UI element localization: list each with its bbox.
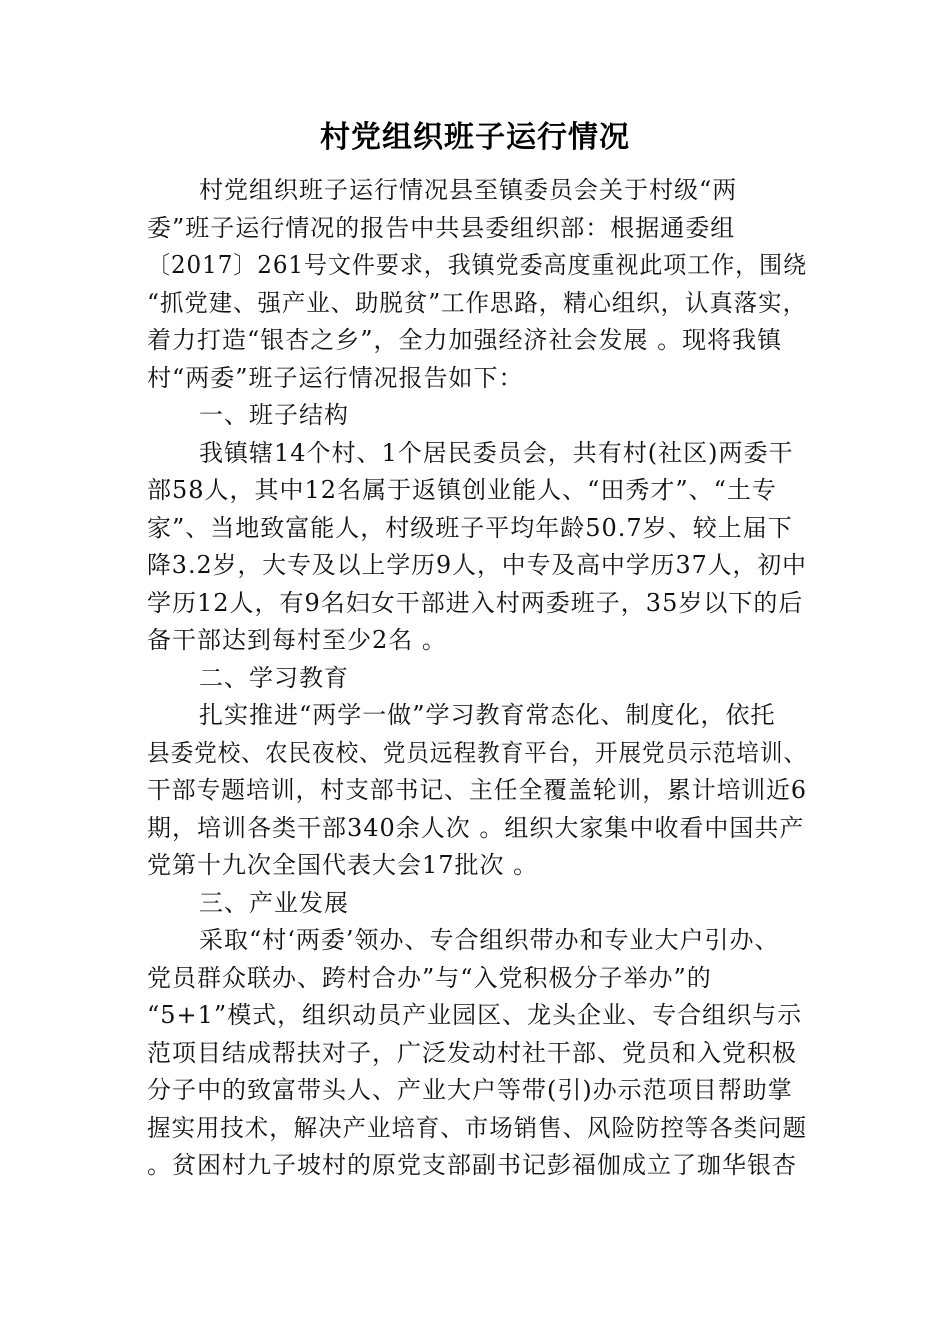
- document-title: 村党组织班子运行情况: [320, 120, 630, 155]
- body-line: 备干部达到每村至少2名 。: [147, 626, 447, 654]
- body-line: 村“两委”班子运行情况报告如下：: [147, 363, 524, 392]
- body-line: 分子中的致富带头人、产业大户等带(引)办示范项目帮助掌: [147, 1076, 793, 1104]
- body-line: “5+1”模式，组织动员产业园区、龙头企业、专合组织与示: [147, 1001, 803, 1029]
- body-line: 采取“村‘两委’领办、专合组织带办和专业大户引办、: [199, 926, 780, 954]
- body-line: 扎实推进“两学一做”学习教育常态化、制度化，依托: [199, 701, 776, 729]
- body-line: 党员群众联办、跨村合办”与“入党积极分子举办”的: [147, 963, 712, 992]
- body-line: 期，培训各类干部340余人次 。组织大家集中收看中国共产: [147, 813, 805, 842]
- body-line: 县委党校、农民夜校、党员远程教育平台，开展党员示范培训、: [147, 738, 808, 767]
- body-line: 握实用技术，解决产业培育、市场销售、风险防控等各类问题: [147, 1113, 808, 1142]
- body-line: 家”、当地致富能人，村级班子平均年龄50.7岁、较上届下: [147, 513, 793, 542]
- body-line: 二、学习教育: [199, 663, 349, 692]
- body-line: 我镇辖14个村、1个居民委员会，共有村(社区)两委干: [199, 438, 794, 467]
- document-body: [147, 172, 807, 1185]
- body-line: 。贫困村九子坡村的原党支部副书记彭福伽成立了珈华银杏: [147, 1151, 797, 1179]
- body-line: 干部专题培训，村支部书记、主任全覆盖轮训，累计培训近6: [147, 776, 808, 804]
- body-line: 三、产业发展: [199, 888, 349, 917]
- body-line: 〔2017〕261号文件要求，我镇党委高度重视此项工作，围绕: [147, 251, 808, 279]
- body-line: 党第十九次全国代表大会17批次 。: [147, 851, 539, 879]
- body-line: 村党组织班子运行情况县至镇委员会关于村级“两: [199, 176, 738, 204]
- body-line: 委”班子运行情况的报告中共县委组织部：根据通委组: [147, 213, 736, 242]
- body-line: 范项目结成帮扶对子，广泛发动村社干部、党员和入党积极: [147, 1038, 797, 1067]
- body-line: 着力打造“银杏之乡”，全力加强经济社会发展 。现将我镇: [147, 326, 783, 354]
- body-line: 部58人，其中12名属于返镇创业能人、“田秀才”、“土专: [147, 476, 777, 504]
- body-line: “抓党建、强产业、助脱贫”工作思路，精心组织，认真落实，: [147, 288, 807, 317]
- body-line: 一、班子结构: [199, 401, 349, 429]
- body-line: 降3.2岁，大专及以上学历9人，中专及高中学历37人，初中: [147, 551, 807, 579]
- body-line: 学历12人，有9名妇女干部进入村两委班子，35岁以下的后: [147, 588, 804, 617]
